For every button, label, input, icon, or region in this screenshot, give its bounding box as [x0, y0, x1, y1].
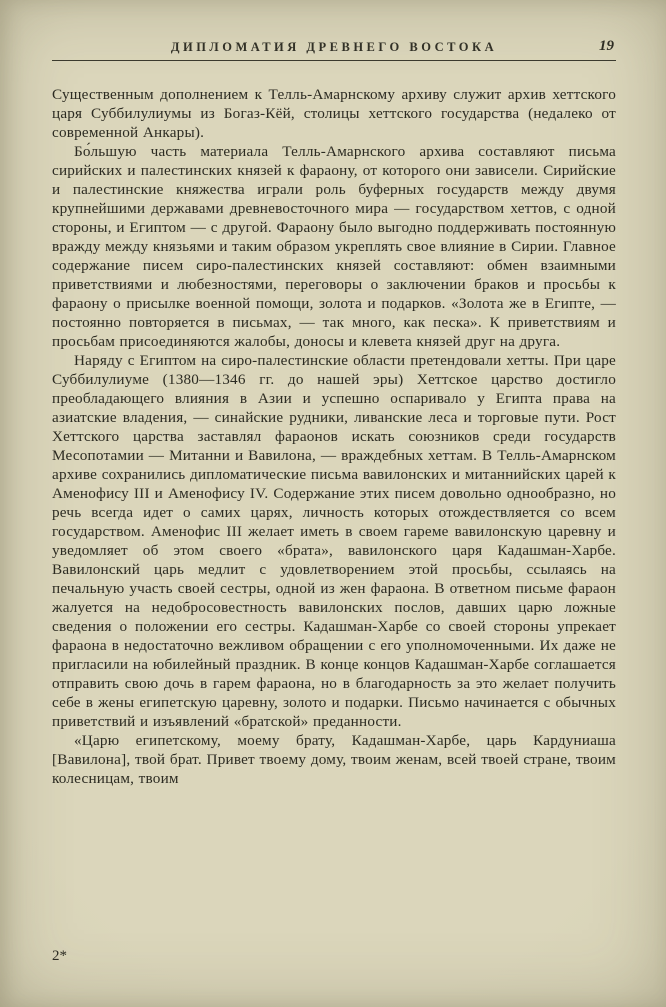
paragraph-1: Существенным дополнением к Телль-Амарнскому архиву служит архив хеттского царя Суббилулиумы из Богаз-Кёй, столицы хеттского государства (недалеко от современной Анкары).	[52, 86, 616, 141]
paragraph-4: «Царю египетскому, моему брату, Кадашман-Харбе, царь Кардуниаша [Вавилона], твой брат. Привет твоему дому, твоим женам, всей твоей стране, твоим колесницам, твоим	[52, 732, 616, 787]
page-header	[52, 40, 616, 61]
paragraph-3: Наряду с Египтом на сиро-палестинские области претендовали хетты. При царе Суббилулиуме (1380—1346 гг. до нашей эры) Хеттское царство достигло преобладающего влияния в Азии и успешно оспаривало у Египта права на азиатские владения, — синайские рудники, ливанские леса и торговые пути. Рост Хеттского царства заставлял фараонов искать союзников среди государств Месопотамии — Митанни и Вавилона, — враждебных хеттам. В Телль-Амарнском архиве сохранились дипломатические письма вавилонских и митаннийских царей к Аменофису III и Аменофису IV. Содержание этих писем довольно однообразно, но речь всегда идет о самих царях, личность которых отождествляется со всем государством. Аменофис III желает иметь в своем гареме вавилонскую царевну и уведомляет об этом своего «брата», вавилонского царя Кадашман-Харбе. Вавилонский царь медлит с удовлетворением этой просьбы, ссылаясь на печальную участь своей сестры, одной из жен фараона. В ответном письме фараон жалуется на недобросовестность вавилонских послов, давших царю ложные сведения о положении его сестры. Кадашман-Харбе со своей стороны упрекает фараона в недостаточно вежливом обращении с его уполномоченными. Их даже не пригласили на юбилейный праздник. В конце концов Кадашман-Харбе соглашается отправить свою дочь в гарем фараона, но в благодарность за это желает получить себе в жены египетскую царевну, золото и подарки. Письмо начинается с обычных приветствий и изъявлений «братской» преданности.	[52, 352, 616, 730]
signature-mark: 2*	[52, 948, 67, 964]
page-number: 19	[599, 38, 614, 54]
text-block	[52, 40, 616, 788]
paragraph-2: Бо́льшую часть материала Телль-Амарнского архива составляют письма сирийских и палестинских князей к фараону, от которого они зависели. Сирийские и палестинские княжества играли роль буферных государств между двумя крупнейшими державами древневосточного мира — государством хеттов, с одной стороны, и Египтом — с другой. Фараону было выгодно поддерживать постоянную вражду между князьями и таким образом укреплять свое влияние в Сирии. Главное содержание писем сиро-палестинских князей составляют: обмен взаимными приветствиями и любезностями, переговоры о заключении браков и просьбы к фараону о присылке военной помощи, золота и подарков. «Золота же в Египте, — постоянно повторяется в письмах, — так много, как песка». К приветствиям и просьбам присоединяются жалобы, доносы и клевета князей друг на друга.	[52, 143, 616, 350]
body-text	[52, 85, 616, 788]
running-title: ДИПЛОМАТИЯ ДРЕВНЕГО ВОСТОКА	[170, 40, 498, 54]
